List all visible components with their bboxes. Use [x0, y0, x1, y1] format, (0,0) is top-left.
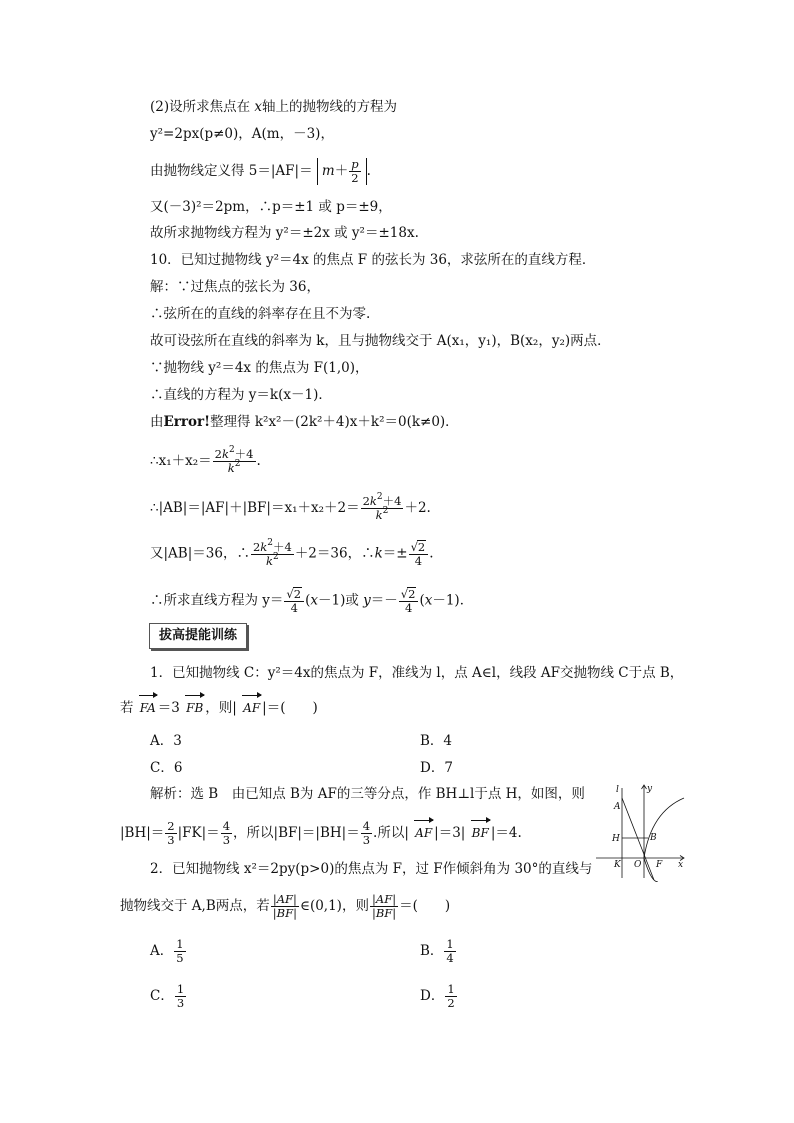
p1-option-b[interactable]: B．4 — [420, 733, 453, 749]
q10-step6: 由Error!整理得 k²x²－(2k²＋4)x＋k²＝0(k≠0)． — [150, 414, 459, 430]
p2q-option-d[interactable]: D． $\frac{1}{2}$ — [420, 982, 455, 1010]
p2-line1: (2)设所求焦点在 x轴上的抛物线的方程为 — [150, 99, 398, 115]
label-F: F — [656, 860, 663, 870]
label-O: O — [634, 860, 642, 870]
p2-line2: y²=2px(p≠0)，A(m，－3)， — [150, 126, 334, 142]
label-y: y — [647, 784, 653, 794]
p1-option-c[interactable]: C．6 — [150, 760, 183, 776]
label-x: x — [678, 860, 684, 870]
q10-step4: ∵抛物线 y²＝4x 的焦点为 F(1,0)， — [150, 360, 369, 376]
q10-step1: 解：∵过焦点的弦长为 36， — [150, 279, 320, 295]
q10-stem: 10．已知过抛物线 y²＝4x 的焦点 F 的弦长为 36，求弦所在的直线方程． — [150, 252, 596, 268]
p1-option-d[interactable]: D．7 — [420, 760, 453, 776]
p2q-option-b[interactable]: B． $\frac{1}{4}$ — [420, 937, 454, 965]
p2q-option-a[interactable]: A． $\frac{1}{5}$ — [150, 937, 184, 965]
p1-stem2: 若 FA ＝3 FB ，则| AF |＝( ) — [120, 700, 318, 716]
label-B: B — [650, 833, 657, 843]
p2q-stem2: 抛物线交于 A,B两点，若 $\frac{|AF|}{|BF|}$ ∈(0,1)，则 $\frac{|AF|}{|BF|}$ ＝( ) — [120, 892, 451, 920]
q10-step5: ∴直线的方程为 y＝k(x－1)． — [150, 387, 332, 403]
label-l: l — [616, 785, 619, 795]
p1-option-a[interactable]: A．3 — [150, 733, 182, 749]
label-A: A — [614, 802, 621, 812]
q10-step8: ∴|AB|＝|AF|＋|BF|＝x₁＋x₂＋2＝ $\frac{2k^2+4}{k^2}$ ＋2. — [150, 492, 431, 522]
p1-stem: 1．已知抛物线 C：y²＝4x的焦点为 F，准线为 l，点 A∈l，线段 AF交抛物线 C于点 B， — [150, 665, 684, 681]
label-K: K — [614, 860, 621, 870]
p2-line5: 故所求抛物线方程为 y²＝±2x 或 y²＝±18x. — [150, 225, 419, 241]
p2q-option-c[interactable]: C． $\frac{1}{3}$ — [150, 982, 185, 1010]
q10-step10: ∴所求直线方程为 y＝ $\frac{√2}{4}$ (x－1)或 y＝－ $\frac{√2}{4}$ (x－1)． — [150, 587, 474, 615]
p1-solution2: |BH|＝ $\frac{2}{3}$ |FK|＝ $\frac{4}{3}$ ，所以|BF|＝|BH|＝ $\frac{4}{3}$ .所以| AF |＝3| BF |＝4. — [120, 819, 522, 847]
p2q-stem: 2．已知抛物线 x²＝2py(p>0)的焦点为 F，过 F作倾斜角为 30°的直线与 — [150, 861, 593, 877]
p1-solution1: 解析：选 B 由已知点 B为 AF的三等分点，作 BH⊥l于点 H，如图，则 — [150, 786, 585, 802]
error-text: Error! — [163, 414, 211, 430]
q10-step2: ∴弦所在的直线的斜率存在且不为零. — [150, 306, 371, 322]
label-H: H — [612, 834, 620, 844]
p2-line4: 又(－3)²＝2pm，∴p＝±1 或 p＝±9， — [150, 199, 392, 215]
parabola-figure — [596, 782, 688, 882]
section-title: 拔高提能训练 — [149, 623, 247, 649]
p2-line3: 由抛物线定义得 5＝|AF|＝ m＋ $\frac{p}{2}$ . — [150, 157, 371, 185]
q10-step3: 故可设弦所在直线的斜率为 k，且与抛物线交于 A(x₁，y₁)，B(x₂，y₂)两点． — [150, 333, 611, 349]
q10-step7: ∴x₁＋x₂＝ $\frac{2k^2+4}{k^2}$ . — [150, 445, 261, 475]
q10-step9: 又|AB|＝36，∴ $\frac{2k^2+4}{k^2}$ ＋2＝36，∴k＝± $\frac{√2}{4}$ . — [150, 537, 434, 568]
